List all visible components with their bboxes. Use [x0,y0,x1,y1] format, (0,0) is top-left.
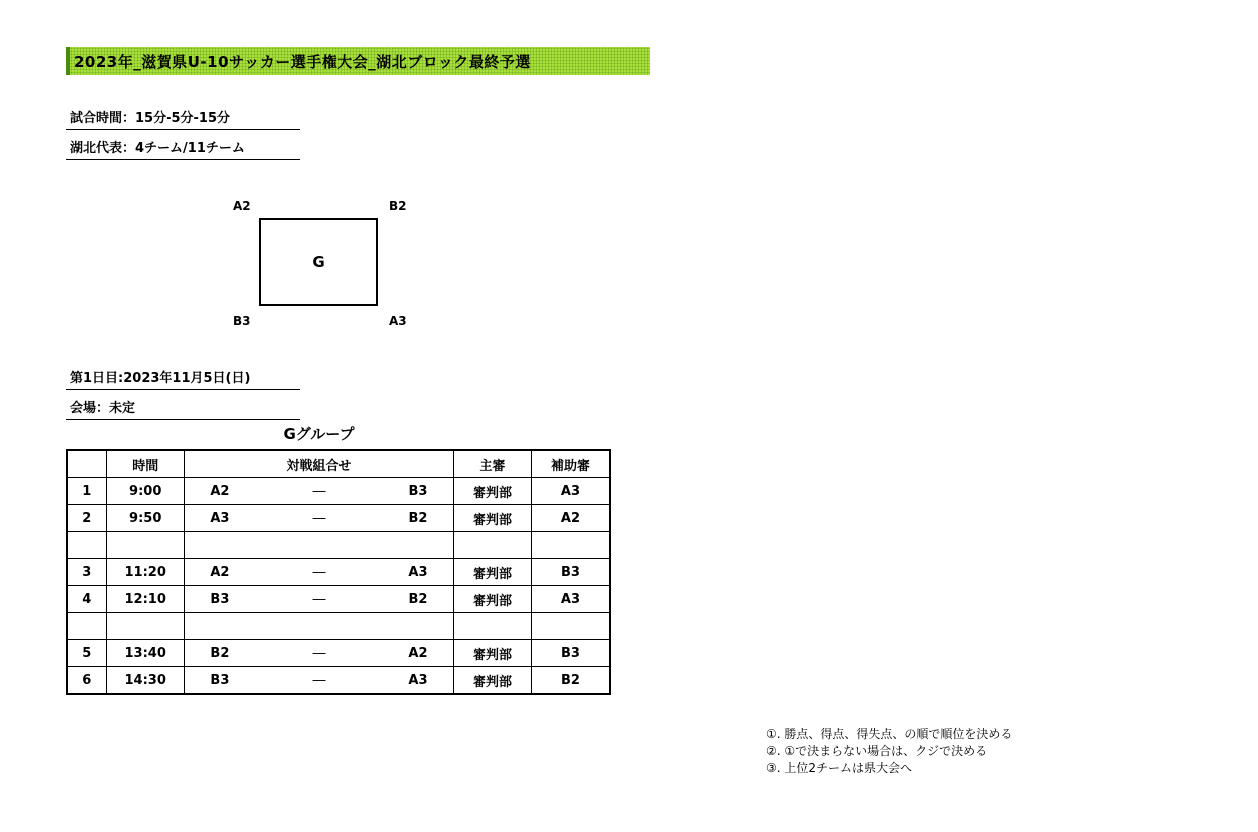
cell-referee: 審判部 [453,559,531,586]
cell-time: 13:40 [106,640,184,667]
cell-time: 12:10 [106,586,184,613]
cell-time [106,613,184,640]
diagram-bottom-right-label: A3 [389,314,407,328]
cell-time: 9:50 [106,505,184,532]
table-header-row [67,450,610,478]
cell-match [184,640,453,667]
cell-referee: 審判部 [453,505,531,532]
diagram-top-left-label: A2 [233,199,251,213]
group-box-label: G [312,253,325,271]
notes [766,726,1012,777]
cell-time [106,532,184,559]
cell-time: 14:30 [106,667,184,695]
cell-time: 11:20 [106,559,184,586]
table-row [67,667,610,695]
cell-match [184,532,453,559]
cell-dash: ― [312,564,326,580]
cell-match [184,478,453,505]
cell-team2: A2 [408,645,428,661]
cell-no: 5 [67,640,106,667]
cell-assistant [531,613,610,640]
cell-dash: ― [312,672,326,688]
match-time-info: 試合時間：15分-5分-15分 [66,104,300,130]
cell-referee: 審判部 [453,586,531,613]
schedule-table [66,449,611,695]
cell-no: 1 [67,478,106,505]
cell-referee [453,532,531,559]
cell-assistant: A3 [531,586,610,613]
note-item: ①. 勝点、得点、得失点、の順で順位を決める [766,727,1013,741]
cell-team1: A3 [210,510,230,526]
cell-match [184,559,453,586]
table-row [67,559,610,586]
representatives-info: 湖北代表：4チーム/11チーム [66,134,300,160]
cell-team1: A2 [210,564,230,580]
table-row [67,478,610,505]
cell-referee: 審判部 [453,640,531,667]
cell-match [184,586,453,613]
cell-dash: ― [312,645,326,661]
cell-dash: ― [312,483,326,499]
table-row [67,640,610,667]
venue-info: 会場：未定 [66,394,300,420]
cell-assistant [531,532,610,559]
cell-assistant: B3 [531,640,610,667]
cell-no: 6 [67,667,106,695]
cell-team2: B3 [408,483,428,499]
cell-team2: B2 [408,591,428,607]
cell-team1: B3 [210,672,230,688]
cell-assistant: B3 [531,559,610,586]
header-referee: 主審 [453,450,531,478]
table-row [67,586,610,613]
cell-team1: B3 [210,591,230,607]
note-item: ②. ①で決まらない場合は、クジで決める [766,744,988,758]
cell-referee [453,613,531,640]
page-title: 2023年_滋賀県U-10サッカー選手権大会_湖北ブロック最終予選 [74,52,531,71]
table-row-empty [67,532,610,559]
cell-assistant: B2 [531,667,610,695]
title-banner [66,47,650,75]
diagram-bottom-left-label: B3 [233,314,251,328]
cell-dash: ― [312,591,326,607]
cell-time: 9:00 [106,478,184,505]
table-row-empty [67,613,610,640]
cell-team1: B2 [210,645,230,661]
cell-no: 2 [67,505,106,532]
header-match: 対戦組合せ [184,450,453,478]
day-info: 第1日目:2023年11月5日(日) [66,364,300,390]
cell-match [184,613,453,640]
diagram-top-right-label: B2 [389,199,407,213]
group-box [259,218,378,306]
cell-assistant: A3 [531,478,610,505]
cell-no [67,613,106,640]
header-assistant: 補助審 [531,450,610,478]
cell-assistant: A2 [531,505,610,532]
cell-team1: A2 [210,483,230,499]
cell-team2: B2 [408,510,428,526]
cell-no [67,532,106,559]
header-no [67,450,106,478]
note-item: ③. 上位2チームは県大会へ [766,761,913,775]
cell-no: 4 [67,586,106,613]
header-time: 時間 [106,450,184,478]
cell-team2: A3 [408,564,428,580]
cell-referee: 審判部 [453,478,531,505]
cell-match [184,667,453,695]
table-row [67,505,610,532]
group-heading: Gグループ [283,425,355,443]
cell-dash: ― [312,510,326,526]
cell-match [184,505,453,532]
cell-referee: 審判部 [453,667,531,695]
cell-no: 3 [67,559,106,586]
cell-team2: A3 [408,672,428,688]
